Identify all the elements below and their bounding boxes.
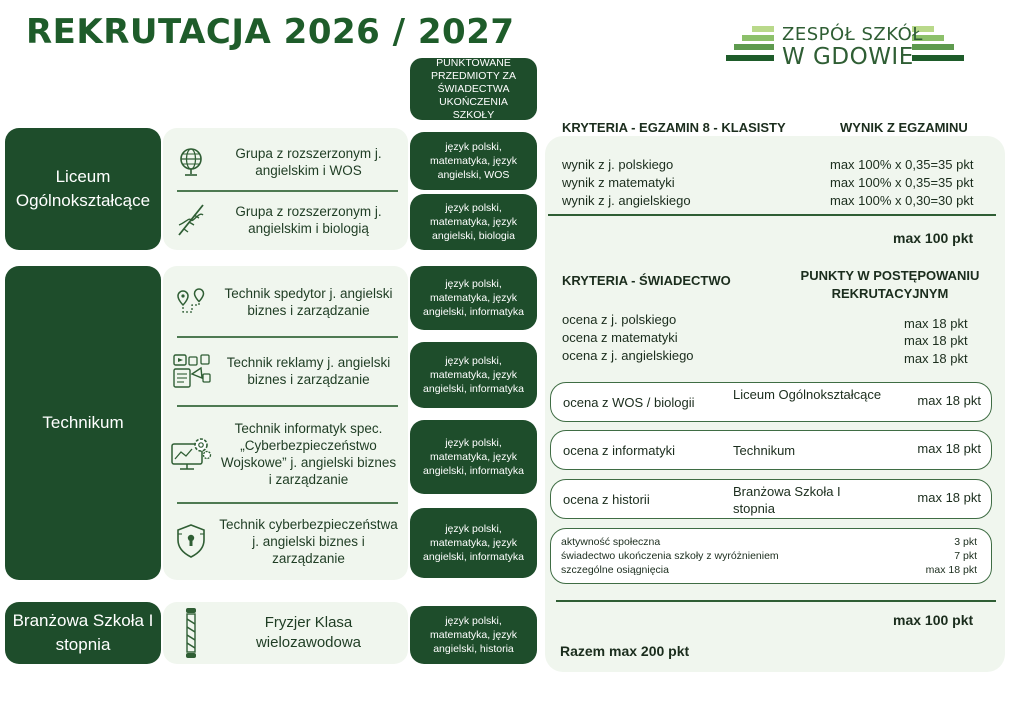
category-branzowa: Branżowa Szkoła I stopnia bbox=[5, 602, 161, 664]
exam-row-label: wynik z j. polskiego bbox=[562, 157, 674, 172]
logo-line1: ZESPÓŁ SZKÓŁ bbox=[782, 24, 923, 45]
pill-label: ocena z informatyki bbox=[563, 443, 675, 458]
pill-label: ocena z historii bbox=[563, 492, 650, 507]
subjects-t4: język polski, matematyka, język angielski, informatyka bbox=[410, 508, 537, 578]
computer-gears-icon bbox=[163, 436, 219, 472]
exam-row-value: max 100% x 0,35=35 pkt bbox=[830, 175, 974, 190]
exam-header-left: KRYTERIA - EGZAMIN 8 - KLASISTY bbox=[562, 120, 786, 135]
cert-row-label: ocena z matematyki bbox=[562, 330, 678, 345]
school-logo bbox=[726, 22, 966, 72]
exam-row-value: max 100% x 0,30=30 pkt bbox=[830, 193, 974, 208]
barber-pole-icon bbox=[163, 607, 219, 659]
pill-school: Branżowa Szkoła I stopnia bbox=[733, 484, 841, 516]
globe-icon bbox=[163, 146, 219, 178]
media-icon bbox=[163, 352, 219, 390]
program-row bbox=[163, 192, 408, 248]
shield-lock-icon bbox=[163, 523, 219, 559]
category-technikum: Technikum bbox=[5, 266, 161, 580]
divider bbox=[556, 600, 996, 602]
cert-row-value: max 18 pkt bbox=[904, 351, 968, 366]
technikum-programs-panel bbox=[163, 266, 408, 580]
cert-pill bbox=[550, 479, 992, 519]
program-t4: Technik cyberbezpieczeństwa j. angielski biznes i zarządzanie bbox=[219, 516, 398, 566]
pill-value: max 18 pkt bbox=[917, 490, 981, 505]
grand-total: Razem max 200 pkt bbox=[560, 643, 690, 659]
exam-row-label: wynik z j. angielskiego bbox=[562, 193, 691, 208]
cert-row-value: max 18 pkt bbox=[904, 333, 968, 348]
cert-pill bbox=[550, 382, 992, 422]
subjects-header: PUNKTOWANE PRZEDMIOTY ZA ŚWIADECTWA UKOŃCZENIA SZKOŁY bbox=[410, 58, 537, 120]
subjects-lo2: język polski, matematyka, język angielski, biologia bbox=[410, 194, 537, 250]
pill-school: Liceum Ogólnokształcące bbox=[733, 387, 882, 402]
extra-value: 3 pkt bbox=[954, 536, 977, 548]
category-liceum: Liceum Ogólnokształcące bbox=[5, 128, 161, 250]
extra-label: świadectwo ukończenia szkoły z wyróżnieniem bbox=[561, 550, 779, 562]
program-row bbox=[163, 504, 408, 578]
cert-total: max 100 pkt bbox=[893, 612, 974, 628]
extra-value: 7 pkt bbox=[954, 550, 977, 562]
subjects-t1: język polski, matematyka, język angielski, informatyka bbox=[410, 266, 537, 330]
cert-header-right: PUNKTY W POSTĘPOWANIU REKRUTACYJNYM bbox=[800, 268, 980, 301]
page-title: REKRUTACJA 2026 / 2027 bbox=[26, 12, 515, 52]
cert-row-value: max 18 pkt bbox=[904, 316, 968, 331]
pill-value: max 18 pkt bbox=[917, 441, 981, 456]
program-row bbox=[163, 604, 408, 662]
program-b1: Fryzjer Klasa wielozawodowa bbox=[255, 614, 362, 651]
program-row bbox=[163, 338, 408, 404]
exam-row-value: max 100% x 0,35=35 pkt bbox=[830, 157, 974, 172]
pill-school: Technikum bbox=[733, 443, 796, 458]
subjects-t3: język polski, matematyka, język angielski, informatyka bbox=[410, 420, 537, 494]
exam-row-label: wynik z matematyki bbox=[562, 175, 675, 190]
program-lo1: Grupa z rozszerzonym j. angielskim i WOS bbox=[235, 146, 382, 178]
exam-header-right: WYNIK Z EGZAMINU bbox=[840, 120, 968, 135]
divider bbox=[548, 214, 996, 216]
exam-total: max 100 pkt bbox=[893, 230, 974, 246]
logo-line2: W GDOWIE bbox=[782, 44, 914, 70]
subjects-lo1: język polski, matematyka, język angielski, WOS bbox=[410, 132, 537, 190]
program-row bbox=[163, 134, 408, 190]
program-t3: Technik informatyk spec. „Cyberbezpieczeństwo Wojskowe” j. angielski biznes i zarządzanie bbox=[220, 421, 397, 487]
branzowa-programs-panel bbox=[163, 602, 408, 664]
extra-value: max 18 pkt bbox=[925, 564, 977, 576]
pill-label: ocena z WOS / biologii bbox=[563, 395, 695, 410]
cert-row-label: ocena z j. angielskiego bbox=[562, 348, 694, 363]
program-lo2: Grupa z rozszerzonym j. angielskim i biologią bbox=[235, 204, 382, 236]
cert-header-left: KRYTERIA - ŚWIADECTWO bbox=[562, 273, 731, 288]
program-t1: Technik spedytor j. angielski biznes i zarządzanie bbox=[224, 286, 393, 318]
extra-label: szczególne osiągnięcia bbox=[561, 564, 669, 576]
pill-value: max 18 pkt bbox=[917, 393, 981, 408]
subjects-t2: język polski, matematyka, język angielski, informatyka bbox=[410, 342, 537, 408]
liceum-programs-panel bbox=[163, 128, 408, 250]
program-row bbox=[163, 407, 408, 501]
route-pin-icon bbox=[163, 287, 219, 317]
dna-icon bbox=[163, 203, 219, 237]
program-row bbox=[163, 270, 408, 334]
subjects-b1: język polski, matematyka, język angielski, historia bbox=[410, 606, 537, 664]
extra-label: aktywność społeczna bbox=[561, 536, 661, 548]
cert-row-label: ocena z j. polskiego bbox=[562, 312, 677, 327]
program-t2: Technik reklamy j. angielski biznes i zarządzanie bbox=[226, 355, 391, 387]
extras-box bbox=[550, 528, 992, 584]
cert-pill bbox=[550, 430, 992, 470]
